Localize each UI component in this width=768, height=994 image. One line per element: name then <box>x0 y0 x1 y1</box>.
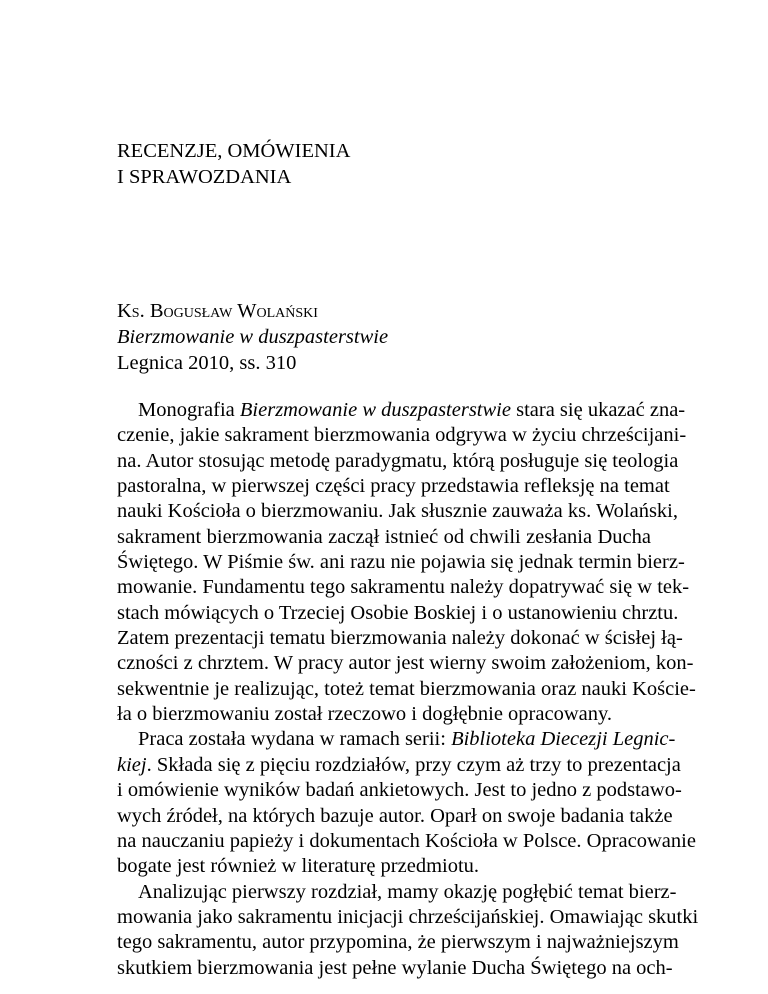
book-info <box>117 298 388 376</box>
text-line <box>117 398 686 423</box>
text-line <box>117 423 687 448</box>
text-segment: stara się ukazać zna- <box>510 399 686 421</box>
italic-text: Bierzmowanie w duszpasterstwie <box>239 399 511 421</box>
text-segment: sakrament bierzmowania zaczął istnieć od chwili zesłania Ducha <box>117 525 651 548</box>
book-author: Ks. Bogusław Wolański <box>117 300 318 322</box>
text-segment: Praca została wydana w ramach serii: <box>138 728 452 751</box>
text-segment: wych źródeł, na których bazuje autor. Oparł on swoje badania także <box>117 804 673 827</box>
text-line <box>117 474 670 499</box>
text-line <box>117 651 694 676</box>
review-body <box>117 398 699 981</box>
section-title-line-2: I SPRAWOZDANIA <box>117 166 292 188</box>
text-line <box>117 905 699 930</box>
text-line <box>117 854 651 879</box>
text-segment: Analizując pierwszy rozdział, mamy okazję pogłębić temat bierz- <box>138 880 677 903</box>
text-line <box>117 550 685 575</box>
text-segment: skutkiem bierzmowania jest pełne wylanie Ducha Świętego na och- <box>117 956 673 979</box>
text-line <box>117 880 677 905</box>
italic-text: Biblioteka Diecezji Legnic- <box>451 728 676 751</box>
text-segment: Świętego. W Piśmie św. ani razu nie pojawia się jednak termin bierz- <box>117 551 685 574</box>
paragraph <box>117 727 696 879</box>
text-line <box>117 753 681 778</box>
paragraph <box>117 398 696 727</box>
text-line <box>117 702 651 727</box>
text-line <box>117 575 690 600</box>
text-line <box>117 499 679 524</box>
text-line <box>117 930 679 955</box>
section-title-line-1: RECENZJE, OMÓWIENIA <box>117 140 351 162</box>
book-title: Bierzmowanie w duszpasterstwie <box>117 326 389 348</box>
text-segment: pastoralna, w pierwszej części pracy przedstawia refleksję na temat <box>117 475 670 498</box>
text-segment: mowania jako sakramentu inicjacji chrześcijańskiej. Omawiając skutki <box>117 905 699 928</box>
paragraph <box>117 880 699 981</box>
text-line <box>117 778 682 803</box>
text-segment: czności z chrztem. W pracy autor jest wierny swoim założeniom, kon- <box>117 652 694 675</box>
book-publication: Legnica 2010, ss. 310 <box>117 352 297 374</box>
text-segment: ła o bierzmowaniu został rzeczowo i dogłębnie opracowany. <box>117 703 613 726</box>
text-segment: i omówienie wyników badań ankietowych. Jest to jedno z podstawo- <box>117 779 682 802</box>
text-segment: stach mówiących o Trzeciej Osobie Boskiej i o ustanowieniu chrztu. <box>117 601 679 624</box>
text-segment: sekwentnie je realizując, toteż temat bierzmowania oraz nauki Koście- <box>117 677 696 700</box>
text-line <box>117 449 679 474</box>
text-line <box>117 525 651 550</box>
text-line <box>117 727 676 752</box>
text-segment: na nauczaniu papieży i dokumentach Kościoła w Polsce. Opracowanie <box>117 829 696 852</box>
text-line <box>117 677 696 702</box>
text-line <box>117 626 683 651</box>
text-line <box>117 804 673 829</box>
text-segment: nauki Kościoła o bierzmowaniu. Jak słusznie zauważa ks. Wolański, <box>117 500 679 523</box>
text-segment: tego sakramentu, autor przypomina, że pierwszym i najważniejszym <box>117 931 679 954</box>
text-segment: . Składa się z pięciu rozdziałów, przy czym aż trzy to prezentacja <box>146 753 681 776</box>
text-segment: na. Autor stosując metodę paradygmatu, którą posługuje się teologia <box>117 449 679 472</box>
text-segment: Zatem prezentacji tematu bierzmowania należy dokonać w ścisłej łą- <box>117 627 683 650</box>
text-line <box>117 956 673 981</box>
text-segment: czenie, jakie sakrament bierzmowania odgrywa w życiu chrześcijani- <box>117 424 687 447</box>
text-segment: Monografia <box>138 399 240 421</box>
text-line <box>117 829 696 854</box>
italic-text: kiej <box>117 753 147 776</box>
text-segment: bogate jest również w literaturę przedmiotu. <box>117 855 480 878</box>
text-segment: mowanie. Fundamentu tego sakramentu należy dopatrywać się w tek- <box>117 576 690 599</box>
text-line <box>117 601 679 626</box>
section-title <box>117 138 350 190</box>
